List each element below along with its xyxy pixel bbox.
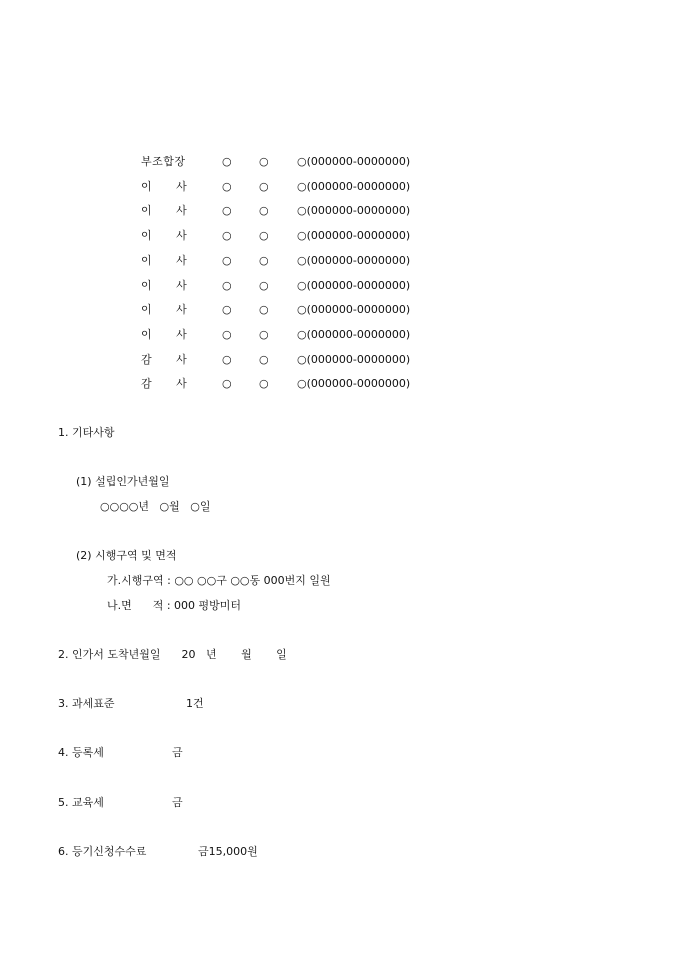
education-tax-value: 금 <box>172 796 183 809</box>
officer-title: 감 사 <box>141 377 188 390</box>
officer-row <box>0 180 680 194</box>
officer-row <box>0 328 680 342</box>
officer-title: 이 사 <box>141 328 188 341</box>
officer-row <box>0 377 680 391</box>
officer-name-1: ○ <box>222 377 232 390</box>
officer-title: 이 사 <box>141 204 188 217</box>
tax-base-value: 1건 <box>186 697 204 710</box>
officer-name-2: ○ <box>259 180 269 193</box>
zone-area: 나.면 적 : 000 평방미터 <box>107 599 242 612</box>
officer-name-1: ○ <box>222 328 232 341</box>
officer-row <box>0 254 680 268</box>
arrival-date-line: 2. 인가서 도착년월일 20 년 월 일 <box>58 648 287 661</box>
filing-fee-value: 금15,000원 <box>198 845 258 858</box>
officer-title: 감 사 <box>141 353 188 366</box>
officer-name-2: ○ <box>259 254 269 267</box>
approval-date-heading: (1) 설립인가년월일 <box>76 475 170 488</box>
zone-area-heading: (2) 시행구역 및 면적 <box>76 549 177 562</box>
officer-title: 이 사 <box>141 279 188 292</box>
officer-name-1: ○ <box>222 180 232 193</box>
officer-title: 이 사 <box>141 229 188 242</box>
officer-title: 이 사 <box>141 303 188 316</box>
officer-row <box>0 155 680 169</box>
zone-location: 가.시행구역 : ○○ ○○구 ○○동 000번지 일원 <box>107 574 331 587</box>
officer-name-2: ○ <box>259 377 269 390</box>
officer-row <box>0 279 680 293</box>
officer-title: 부조합장 <box>141 155 186 168</box>
filing-fee-label: 6. 등기신청수수료 <box>58 845 147 858</box>
officer-id-number: ○(000000-0000000) <box>297 328 411 341</box>
officer-id-number: ○(000000-0000000) <box>297 229 411 242</box>
registration-tax-value: 금 <box>172 746 183 759</box>
approval-date-value: ○○○○년 ○월 ○일 <box>100 500 211 513</box>
officer-title: 이 사 <box>141 180 188 193</box>
officer-name-1: ○ <box>222 229 232 242</box>
officer-name-1: ○ <box>222 353 232 366</box>
officer-id-number: ○(000000-0000000) <box>297 377 411 390</box>
registration-tax-label: 4. 등록세 <box>58 746 104 759</box>
officer-id-number: ○(000000-0000000) <box>297 303 411 316</box>
officer-id-number: ○(000000-0000000) <box>297 353 411 366</box>
officer-id-number: ○(000000-0000000) <box>297 155 411 168</box>
officer-id-number: ○(000000-0000000) <box>297 279 411 292</box>
officer-name-2: ○ <box>259 328 269 341</box>
officer-name-2: ○ <box>259 204 269 217</box>
officer-title: 이 사 <box>141 254 188 267</box>
officer-name-2: ○ <box>259 155 269 168</box>
officer-row <box>0 229 680 243</box>
officer-name-1: ○ <box>222 303 232 316</box>
officer-name-2: ○ <box>259 353 269 366</box>
officer-name-2: ○ <box>259 279 269 292</box>
officer-name-1: ○ <box>222 155 232 168</box>
tax-base-label: 3. 과세표준 <box>58 697 115 710</box>
section-1-heading: 1. 기타사항 <box>58 426 115 439</box>
officer-row <box>0 353 680 367</box>
officer-id-number: ○(000000-0000000) <box>297 254 411 267</box>
officer-name-1: ○ <box>222 279 232 292</box>
officer-id-number: ○(000000-0000000) <box>297 204 411 217</box>
officer-id-number: ○(000000-0000000) <box>297 180 411 193</box>
officer-row <box>0 204 680 218</box>
education-tax-label: 5. 교육세 <box>58 796 104 809</box>
officer-name-1: ○ <box>222 204 232 217</box>
officer-row <box>0 303 680 317</box>
officer-name-2: ○ <box>259 229 269 242</box>
officer-name-1: ○ <box>222 254 232 267</box>
officer-name-2: ○ <box>259 303 269 316</box>
